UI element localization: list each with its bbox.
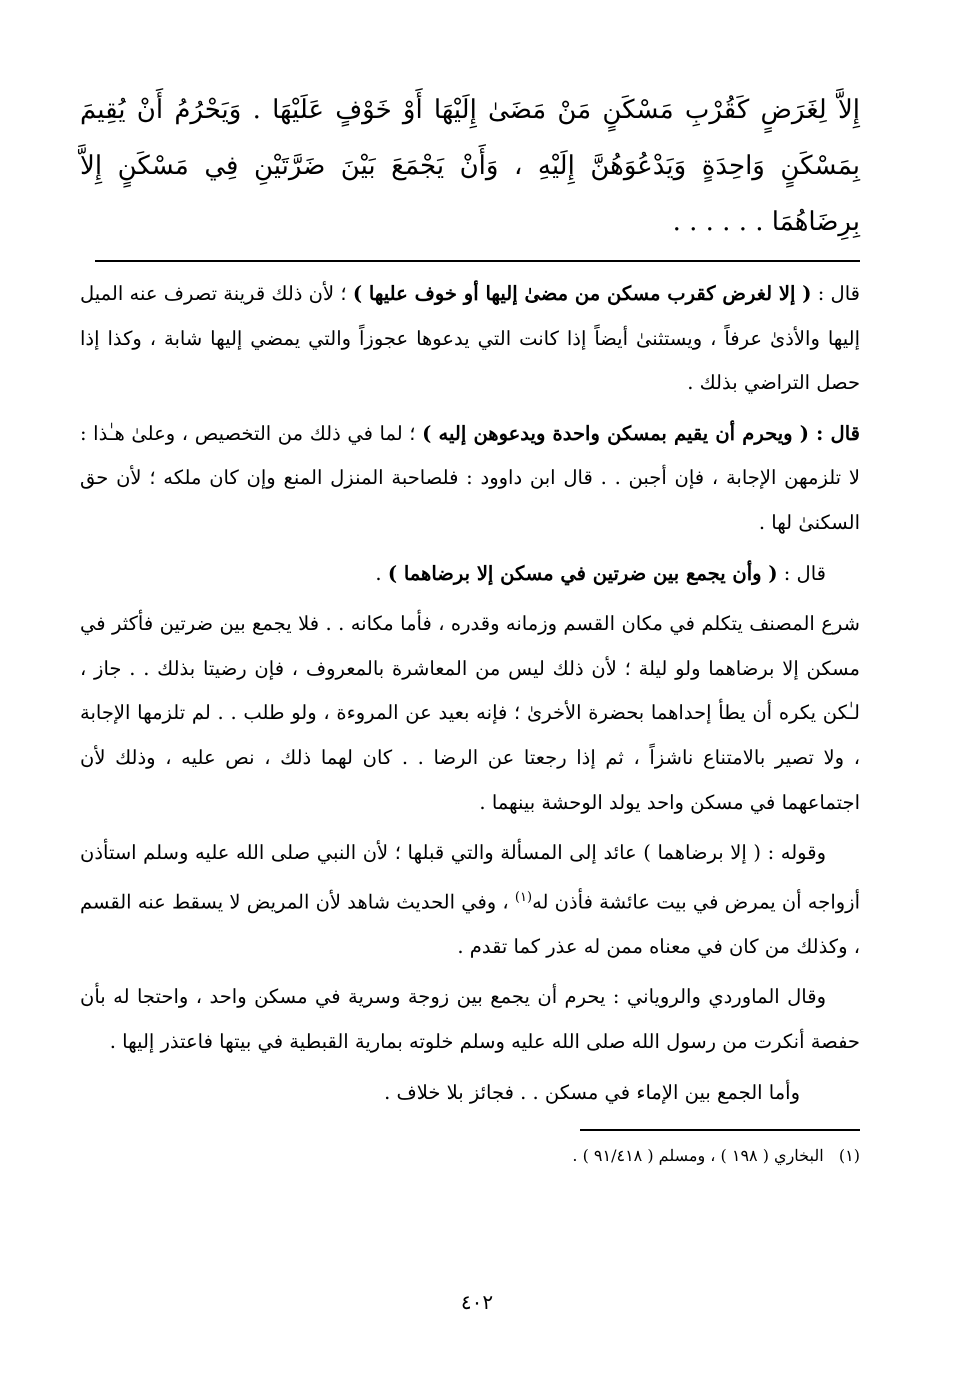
commentary-text: ؛ لما في ذلك من التخصيص ، وعلىٰ هـٰذا : لا تلزمهن الإجابة ، فإن أجبن . . قال ابن داوود : فلصاحبة المنزل المنع وإن كان ملكه ؛ لأن حق السكنىٰ لها . <box>80 421 860 534</box>
matn-divider <box>95 260 860 262</box>
commentary-paragraph-3 <box>80 552 860 597</box>
commentary-paragraph-5 <box>80 831 860 969</box>
commentary-text: وقوله : ( إلا برضاهما ) عائد إلى المسألة والتي قبلها ؛ لأن النبي صلى الله عليه وسلم استأذن أزواجه أن يمرض في بيت عائشة فأذن له <box>80 841 860 914</box>
commentary-text: ؛ لأن ذلك قرينة تصرف عنه الميل إليها والأذىٰ عرفاً ، ويستثنىٰ أيضاً إذا كانت التي يدعوها عجوزاً والتي يمضي إليها شابة ، وكذا إذا حصل التراضي بذلك . <box>80 282 860 395</box>
footnote <box>80 1141 860 1171</box>
matn-text: إِلاَّ لِغَرَضٍ كَقُرْبِ مَسْكَنٍ مَنْ مَضَىٰ إِلَيْهَا أَوْ خَوْفٍ عَلَيْهَا . وَيَحْرُمُ أَنْ يُقِيمَ بِمَسْكَنٍ وَاحِدَةٍ وَيَدْعُوَهُنَّ إِلَيْهِ ، وَأَنْ يَجْمَعَ بَيْنَ ضَرَّتَيْنِ فِي مَسْكَنٍ إِلاَّ بِرِضَاهُمَا . . . . . . <box>80 95 860 237</box>
page-number: ٤٠٢ <box>460 1290 494 1314</box>
lead: قال : <box>777 561 826 585</box>
page-content <box>80 82 860 1171</box>
commentary-text: ، وفي الحديث شاهد لأن المريض لا يسقط عنه القسم ، وكذلك من كان في معناه ممن له عذر كما تقدم . <box>80 890 860 958</box>
matn-quote: ( وأن يجمع بين ضرتين في مسكن إلا برضاهما ) <box>387 561 778 585</box>
commentary-paragraph-4: شرع المصنف يتكلم في مكان القسم وزمانه وقدره ، فأما مكانه . . فلا يجمع بين ضرتين فأكثر في مسكن إلا برضاهما ولو ليلة ؛ لأن ذلك ليس من المعاشرة بالمعروف ، فإن رضيتا بذلك . . جاز ، لـٰكن يكره أن يطأ إحداهما بحضرة الأخرىٰ ؛ فإنه بعيد عن المروءة ، ولو طلب . . لم تلزمها الإجابة ، ولا تصير بالامتناع ناشزاً ، ثم إذا رجعتا عن الرضا . . كان لهما ذلك ، نص عليه ، وذلك لأن اجتماعهما في مسكن واحد يولد الوحشة بينهما . <box>80 612 860 814</box>
commentary-paragraph-1 <box>80 272 860 406</box>
commentary-paragraph-6: وقال الماوردي والروياني : يحرم أن يجمع بين زوجة وسرية في مسكن واحد ، واحتجا له بأن حفصة أنكرت من رسول الله صلى الله عليه وسلم خلوته بمارية القبطية في بيتها فاعتذر إليها . <box>80 985 860 1053</box>
footnote-reference: (١) <box>514 889 533 905</box>
lead: قال : <box>808 421 860 445</box>
footnote-separator <box>580 1129 860 1131</box>
footnote-text: البخاري ( ١٩٨ ) ، ومسلم ( ٩١/٤١٨ ) . <box>572 1146 824 1166</box>
commentary-paragraph-7: وأما الجمع بين الإماء في مسكن . . فجائز بلا خلاف . <box>384 1080 800 1104</box>
commentary-text: . <box>375 561 388 585</box>
footnote-number: (١) <box>838 1146 860 1166</box>
commentary-paragraph-2 <box>80 412 860 546</box>
matn-quote: ( إلا لغرض كقرب مسكن من مضىٰ إليها أو خوف عليها ) <box>352 282 812 305</box>
lead: قال : <box>811 282 860 305</box>
matn-quote: ( ويحرم أن يقيم بمسكن واحدة ويدعوهن إليه ) <box>422 421 809 445</box>
